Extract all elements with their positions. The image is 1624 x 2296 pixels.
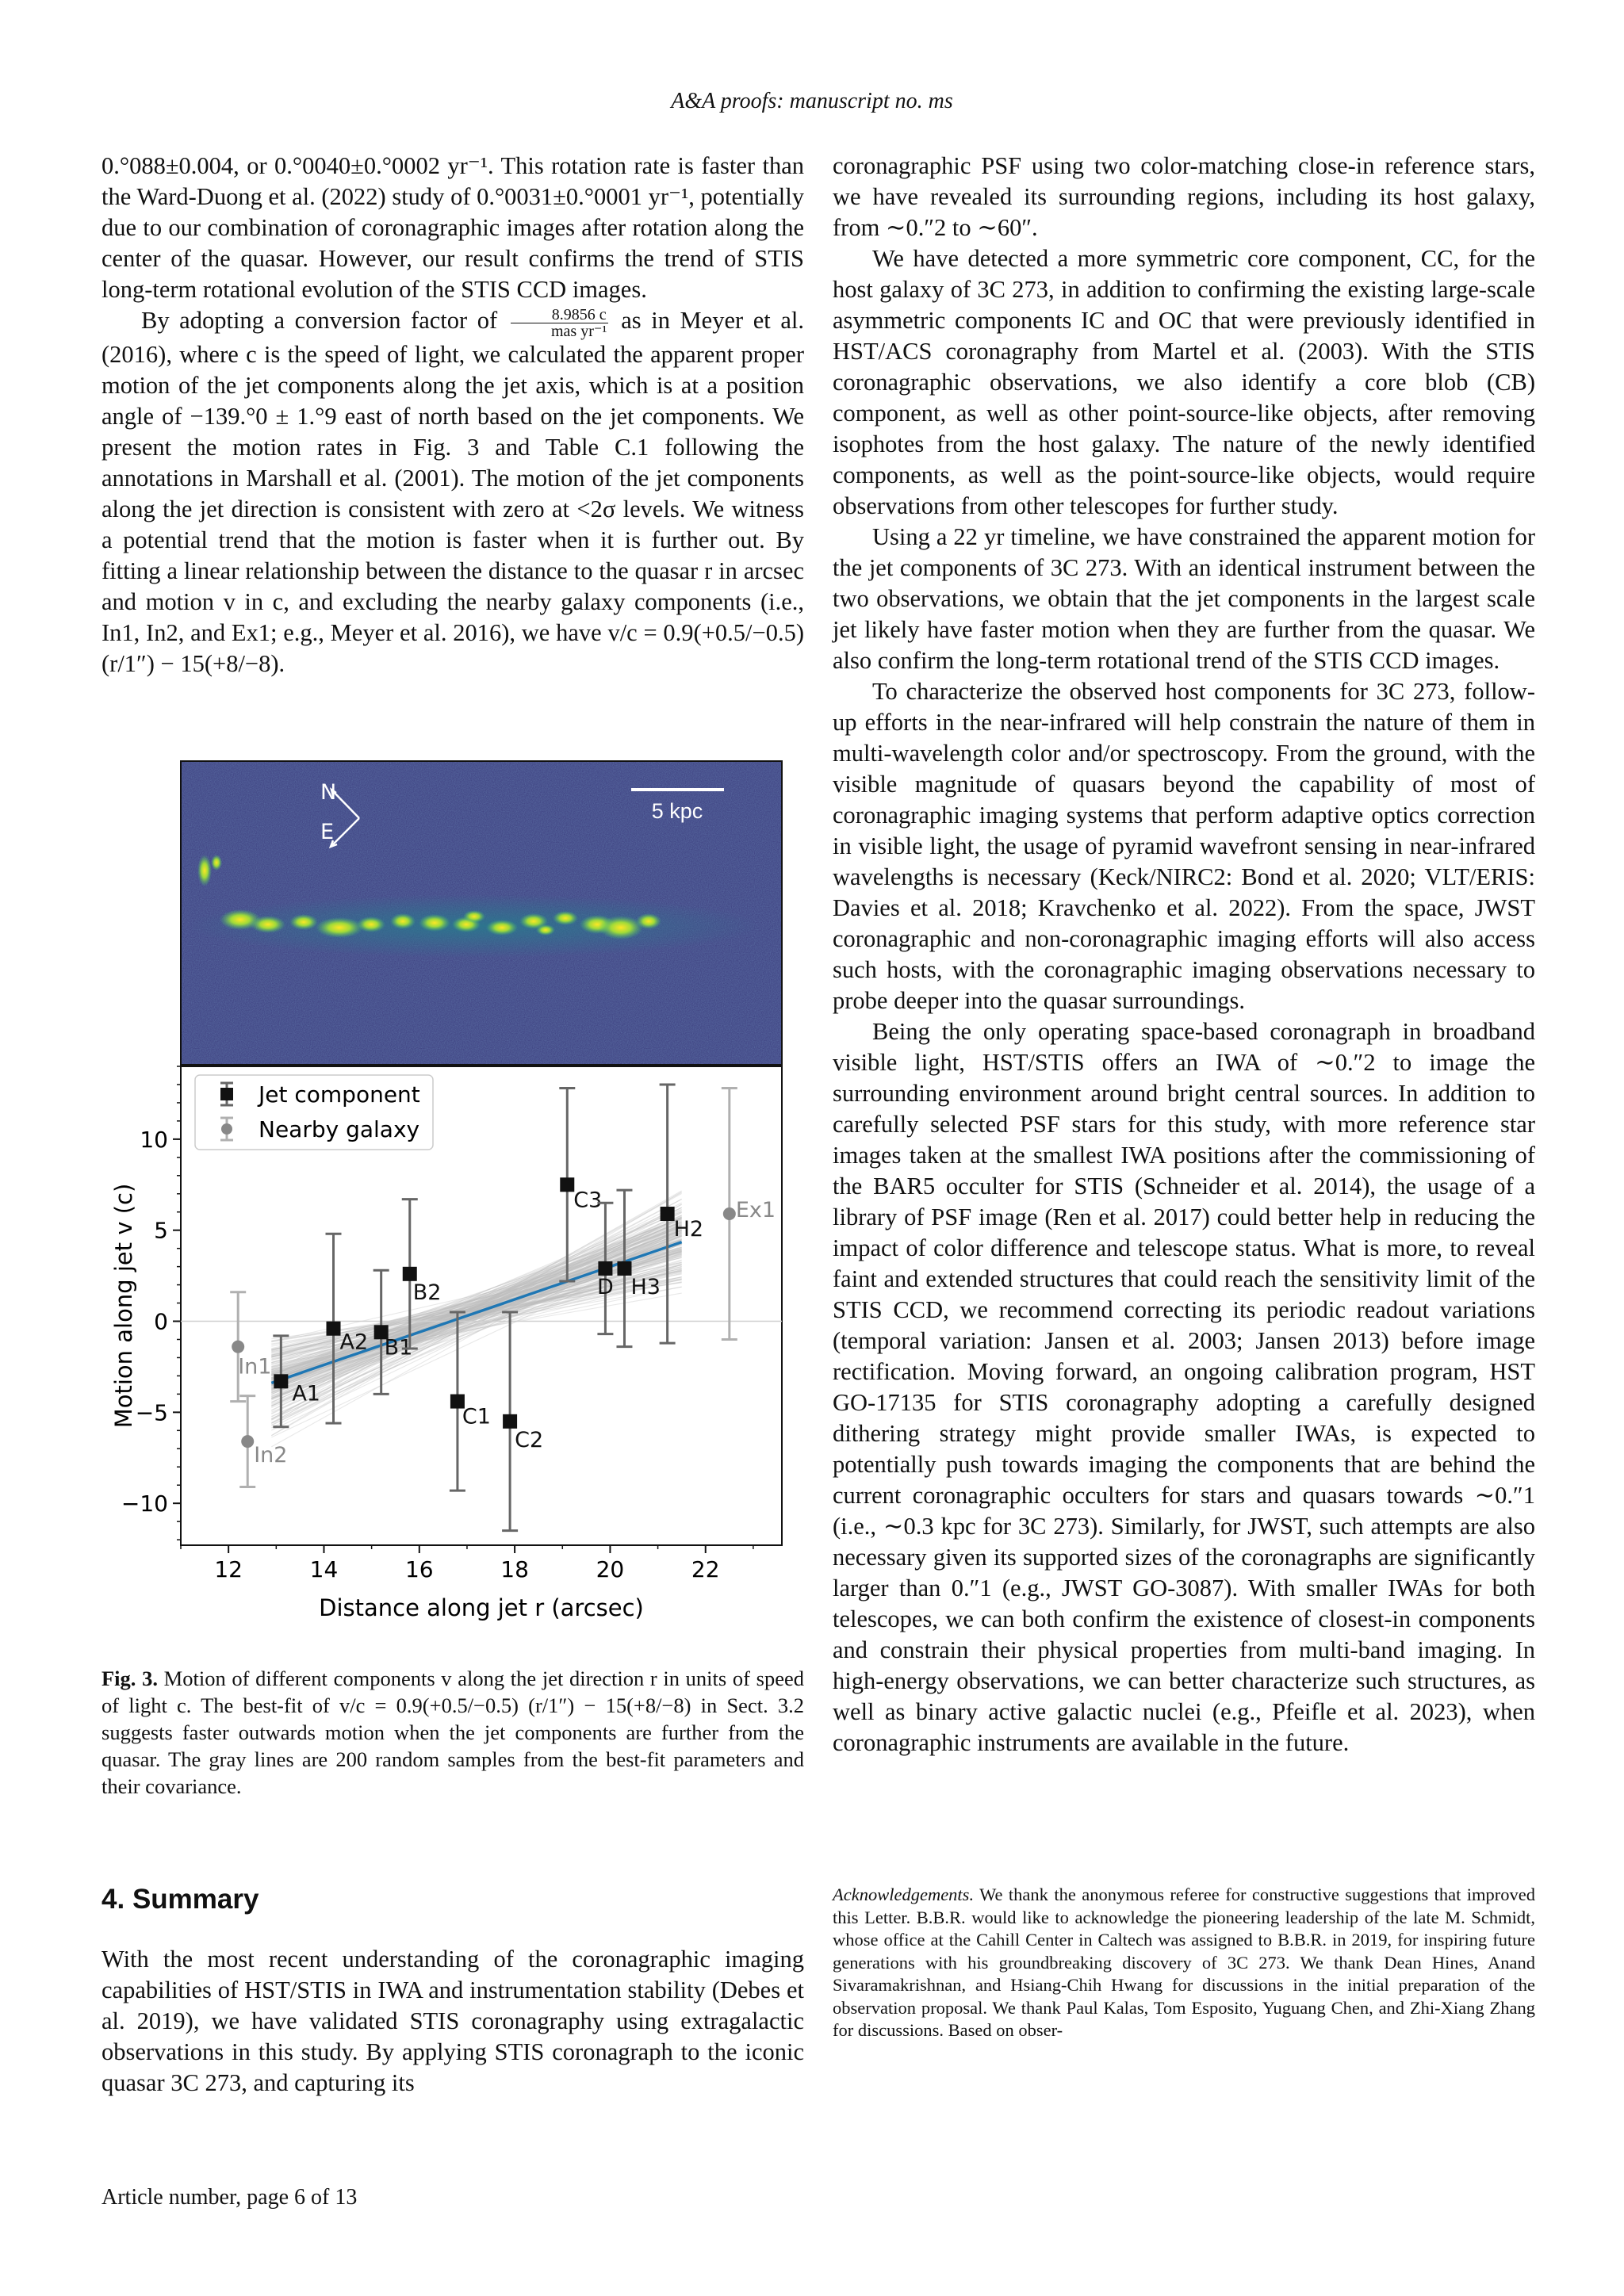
fit-formula: v/c = 0.9(+0.5/−0.5) (r/1″) − 15(+8/−8). — [102, 618, 804, 677]
scale-bar-label: 5 kpc — [651, 799, 703, 823]
point-label: D — [597, 1274, 614, 1299]
nearby-galaxy-marker — [723, 1207, 736, 1220]
jet-knot — [251, 916, 285, 933]
right-paragraph-3: Using a 22 yr timeline, we have constrained the apparent motion for the jet components of 3C 273. With an identical instrument between the two observations, we obtain that the jet components in the largest scale jet likely have faster motion when they are further from the quasar. We also confirm the long-term rotational trend of the STIS CCD images. — [833, 523, 1535, 674]
legend-label: Nearby galaxy — [259, 1116, 420, 1142]
compass-north-label: N — [320, 780, 337, 805]
section-heading: 4. Summary — [102, 1884, 259, 1915]
figure-3 — [102, 752, 804, 1632]
x-tick-label: 12 — [214, 1556, 243, 1582]
point-label: C3 — [573, 1188, 603, 1213]
legend-label: Jet component — [259, 1081, 420, 1108]
right-paragraph-5: Being the only operating space-based coronagraph in broadband visible light, HST/STIS offers an IWA of ∼0.″2 to image the surrounding environment around bright central sources. In addition to carefully selected PSF stars for this study, with more reference star images taken at the smallest IWA positions after the commissioning of the BAR5 occulter for STIS (Schneider et al. 2014), the usage of a library of PSF image (Ren et al. 2017) could better help in reducing the impact of color difference and telescope status. What is more, to reveal faint and extended structures that could reach the sensitivity limit of the STIS CCD, we recommend correcting its periodic readout variations (temporal variation: Jansen et al. 2003; Jansen 2013) before image rectification. Moving forward, an ongoing calibration program, HST GO-17135 for STIS coronagraphy adopting a carefully designed dithering strategy might provide smaller IWAs, is expected to potentially push towards imaging the components that are behind the current coronagraphic occulters for stars and quasars towards ∼0.″1 (i.e., ∼0.3 kpc for 3C 273). Similarly, for JWST, such attempts are also necessary given its supported sizes of the coronagraphs are significantly larger than 0.″1 (e.g., JWST GO-3087). With smaller IWAs for both telescopes, we can both confirm the existence of closest-in components and constrain their physical properties from multi-band imaging. In high-energy observations, we can better characterize such structures, as well as binary active galactic nuclei (e.g., Pfeifle et al. 2023), when coronagraphic instruments are available in the future. — [833, 1018, 1535, 1756]
jet-component-marker — [403, 1267, 417, 1281]
acknowledgements: Acknowledgements. We thank the anonymous referee for constructive suggestions that improved this Letter. B.B.R. would like to acknowledge the pioneering leadership of the late M. Schmidt, whose office at the Cahill Center in Caltech was assigned to B.B.R. in 2019, for inspiring future generations with his groundbreaking discovery of 3C 273. We thank Dean Hines, Anand Sivaramakrishnan, and Hsiang-Chih Hwang for discussions in the initial preparation of the observation proposal. We thank Paul Kalas, Tom Esposito, Yuguang Chen, and Zhi-Xiang Zhang for discussions. Based on obser- — [833, 1885, 1536, 2040]
x-tick-label: 20 — [596, 1556, 625, 1582]
point-label: A1 — [292, 1381, 320, 1406]
compass-east-label: E — [320, 820, 335, 844]
right-paragraph-4: To characterize the observed host components for 3C 273, follow-up efforts in the near-infrared will help constrain the nature of them in multi-wavelength color and/or spectroscopy. From the ground, with the visible magnitude of quasars beyond the capability of most of coronagraphic imaging systems that perform adaptive optics correction in visible light, the usage of pyramid wavefront sensing in near-infrared wavelengths is necessary (Keck/NIRC2: Bond et al. 2020; VLT/ERIS: Davies et al. 2018; Kravchenko et al. 2022). From the space, JWST coronagraphic and non-coronagraphic imaging efforts will also access such hosts, with the coronagraphic imaging observations necessary to probe deeper into the quasar surroundings. — [833, 678, 1535, 1014]
x-axis-label: Distance along jet r (arcsec) — [319, 1594, 644, 1621]
jet-component-marker — [274, 1374, 288, 1388]
jet-knot — [197, 855, 212, 886]
left-paragraph-1: 0.°088±0.004, or 0.°0040±0.°0002 yr⁻¹. This rotation rate is faster than the Ward-Duong et al. (2022) study of 0.°0031±0.°0001 yr⁻¹, potentially due to our combination of coronagraphic images after rotation along the center of the quasar. However, our result confirms the trend of STIS long-term rotational evolution of the STIS CCD images. — [102, 152, 804, 303]
x-tick-label: 16 — [404, 1556, 434, 1582]
legend-marker — [220, 1088, 233, 1100]
y-tick-label: 0 — [154, 1308, 168, 1335]
y-axis-label: Motion along jet v (c) — [110, 1183, 137, 1429]
point-label: H3 — [630, 1274, 661, 1299]
y-tick-label: 10 — [140, 1126, 168, 1153]
y-tick-label: −5 — [135, 1399, 168, 1426]
jet-component-marker — [661, 1207, 675, 1221]
x-tick-label: 22 — [691, 1556, 720, 1582]
jet-knot — [536, 924, 555, 936]
jet-knot — [553, 911, 578, 925]
right-paragraph-1: coronagraphic PSF using two color-matching close-in reference stars, we have revealed its surrounding regions, including its host galaxy, from ∼0.″2 to ∼60″. — [833, 152, 1535, 241]
nearby-galaxy-marker — [241, 1435, 254, 1448]
conversion-factor-fraction: $\frac{8.9856 c}{\text{mas yr⁻¹}}$ — [511, 307, 608, 339]
x-tick-label: 18 — [500, 1556, 529, 1582]
legend — [195, 1075, 433, 1150]
jet-knot — [289, 914, 318, 930]
jet-knot — [390, 913, 416, 929]
x-tick-label: 14 — [309, 1556, 339, 1582]
point-label: Ex1 — [735, 1198, 776, 1223]
y-tick-label: −10 — [121, 1490, 168, 1517]
point-label: C1 — [462, 1404, 491, 1429]
jet-knot — [357, 916, 385, 932]
point-label: A2 — [339, 1330, 369, 1355]
point-label: In1 — [238, 1354, 272, 1380]
left-paragraph-2: By adopting a conversion factor of $\frac{8.9856 c}{\text{mas yr⁻¹}}$ as in Meyer et al. (2016), where c is the speed of light, we calculated the apparent proper motion of the jet components along the jet axis, which is at a position angle of −139.°0 ± 1.°9 east of north based on the jet components. We present the motion rates in Fig. 3 and Table C.1 following the annotations in Marshall et al. (2001). The motion of the jet components along the jet direction is consistent with zero at <2σ levels. We witness a potential trend that the motion is faster when it is further out. By fitting a linear relationship between the distance to the quasar r in arcsec and motion v in c, and excluding the nearby galaxy components (i.e., In1, In2, and Ex1; e.g., Meyer et al. 2016), we have v/c = 0.9(+0.5/−0.5) (r/1″) − 15(+8/−8). — [102, 305, 804, 677]
page-footer: Article number, page 6 of 13 — [102, 2185, 358, 2210]
point-label: B2 — [412, 1280, 442, 1305]
right-column — [833, 151, 1535, 1758]
jet-component-marker — [617, 1261, 631, 1276]
legend-marker — [221, 1123, 232, 1135]
jet-knot — [486, 920, 518, 936]
figure-caption: Fig. 3. Motion of different components v along the jet direction r in units of speed of light c. The best-fit of v/c = 0.9(+0.5/−0.5) (r/1″) − 15(+8/−8) in Sect. 3.2 suggests faster outwards motion when the jet components are further from the quasar. The gray lines are 200 random samples from the best-fit parameters and their covariance. — [102, 1667, 805, 1798]
jet-knot — [636, 913, 661, 929]
jet-knot — [463, 910, 485, 923]
left-column — [102, 151, 804, 679]
jet-knot — [419, 914, 450, 932]
jet-component-marker — [503, 1414, 517, 1429]
running-header: A&A proofs: manuscript no. ms — [671, 89, 953, 113]
point-label: H2 — [673, 1217, 704, 1242]
jet-knot — [316, 917, 363, 938]
summary-paragraph: With the most recent understanding of the coronagraphic imaging capabilities of HST/STIS in IWA and instrumentation stability (Debes et al. 2019), we have validated STIS coronagraphy using extragalactic observations in this study. By applying STIS coronagraph to the iconic quasar 3C 273, and capturing its — [102, 1946, 804, 2096]
jet-knot — [211, 855, 222, 871]
point-label: B1 — [384, 1335, 413, 1360]
right-paragraph-2: We have detected a more symmetric core component, CC, for the host galaxy of 3C 273, in addition to confirming the existing large-scale asymmetric components IC and OC that were previously identified in HST/ACS coronagraphy from Martel et al. (2003). With the STIS coronagraphic observations, we also identify a core blob (CB) component, as well as other point-source-like objects, after removing isophotes from the host galaxy. The nature of the newly identified components, as well as the point-source-like objects, would require observations from other telescopes for further study. — [833, 245, 1535, 519]
jet-component-marker — [327, 1322, 341, 1336]
point-label: C2 — [515, 1427, 544, 1452]
jet-image-panel — [181, 761, 782, 1065]
caption-formula: v/c = 0.9(+0.5/−0.5) (r/1″) − 15(+8/−8) — [339, 1693, 691, 1717]
jet-component-marker — [598, 1261, 612, 1276]
jet-component-marker — [560, 1177, 574, 1192]
y-tick-label: 5 — [154, 1217, 168, 1244]
motion-plot — [110, 1066, 782, 1621]
nearby-galaxy-marker — [232, 1341, 244, 1353]
point-label: In2 — [254, 1443, 288, 1468]
